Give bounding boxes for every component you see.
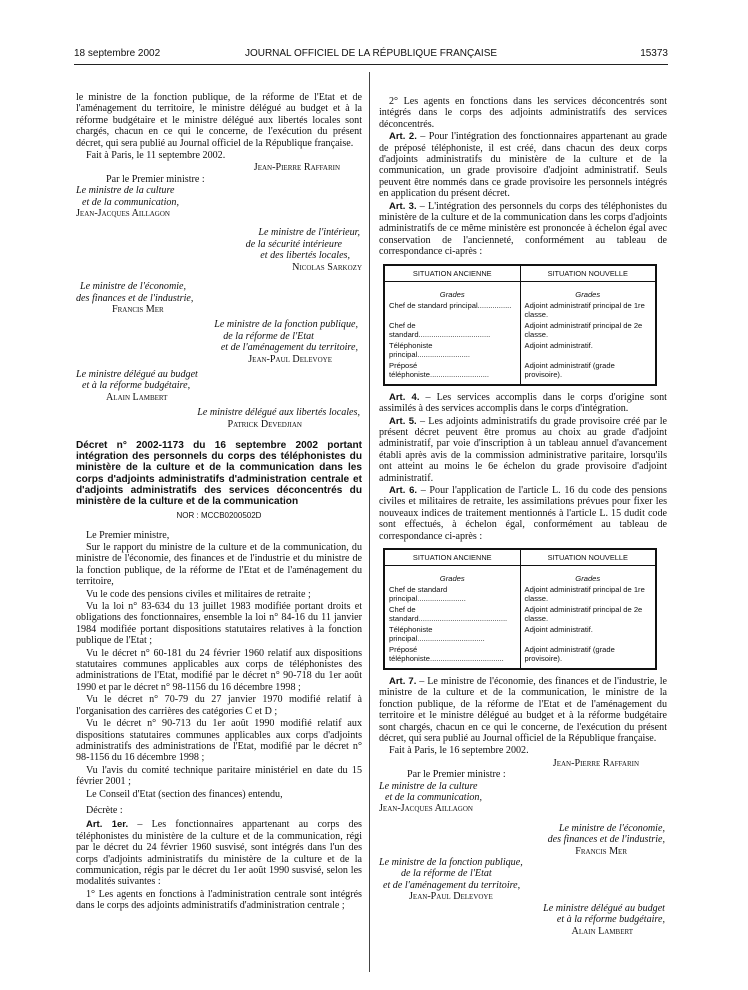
article-4: [379, 392, 667, 415]
article-7-text: – Le ministre de l'économie, des finances et de l'industrie, le ministre de la culture et de la communication, le ministre de la fonction publique, de la réforme de l'Etat et de l'aménagement du territoire et le ministre délégué au budget et à la réforme budgétaire sont chargés, chacun en ce qui le concerne, de l'exécution du présent décret, qui sera publié au Journal officiel de la République française.: [379, 675, 667, 744]
nor-reference: NOR : MCCB0200502D: [176, 511, 262, 521]
economy-minister-name-2: Francis Mer: [575, 845, 627, 857]
budget-minister-title-1: Le ministre délégué au budget: [76, 368, 198, 380]
article-1-label: Art. 1er.: [86, 819, 129, 831]
article-3-text: – L'intégration des personnels du corps des téléphonistes du ministère de la culture et de la communication dans les corps d'adjoints administratifs de ce même ministère est prononcée à échelon égal avec conservation de l'ancienneté, conformément au tableau de correspondance ci-après :: [379, 200, 667, 258]
civil-service-minister-title-2b: de la réforme de l'Etat: [401, 868, 492, 880]
table2-grades-old: Grades: [439, 573, 465, 583]
journal-title: JOURNAL OFFICIEL DE LA RÉPUBLIQUE FRANÇAISE: [244, 48, 498, 59]
visa-avis-ctp: Vu l'avis du comité technique paritaire ministériel en date du 15 février 2001 ;: [76, 764, 362, 788]
culture-minister-title-1b: Le ministre de la culture: [379, 780, 478, 792]
culture-minister-title-2: et de la communication,: [82, 196, 179, 208]
article-7-label: Art. 7.: [389, 675, 417, 687]
left-column: [76, 92, 362, 913]
header-date: 18 septembre 2002: [74, 48, 161, 59]
article-4-text: – Les services accomplis dans le corps d'origine sont assimilés à des services accomplis dans le corps d'intégration.: [379, 391, 667, 415]
article-2-label: Art. 2.: [389, 131, 417, 143]
article-1-item-1: 1° Les agents en fonctions à l'administration centrale sont intégrés dans le corps des adjoints administratifs d'administration centrale ;: [76, 888, 362, 912]
interior-minister-title-1: Le ministre de l'intérieur,: [258, 227, 360, 239]
table-row: [384, 624, 656, 644]
local-liberties-minister-title: Le ministre délégué aux libertés locales,: [197, 407, 360, 419]
table1-row3-old: Téléphoniste principal.........................: [389, 340, 471, 359]
signing-place-date: Fait à Paris, le 11 septembre 2002.: [86, 150, 226, 162]
economy-minister-title-2: des finances et de l'industrie,: [76, 292, 194, 304]
economy-minister-title-2b: des finances et de l'industrie,: [547, 834, 665, 846]
table2-row4-new: Adjoint administratif (grade provisoire).: [520, 644, 656, 669]
table2-row1-new: Adjoint administratif principal de 1re classe.: [520, 584, 656, 604]
table1-grades-old: Grades: [439, 289, 465, 299]
visa-loi-83-634: Vu la loi n° 83-634 du 13 juillet 1983 modifiée portant droits et obligations des fonctionnaires, ensemble la loi n° 84-16 du 11 janvier 1984 modifiée portant dispositions statutaires relatives à la fonction publique de l'Etat ;: [76, 601, 362, 647]
budget-minister-name-2: Alain Lambert: [571, 925, 633, 937]
article-1-item-2: 2° Les agents en fonctions dans les services déconcentrés sont intégrés dans le corps des adjoints administratifs des services déconcentrés.: [379, 96, 667, 130]
interior-minister-name: Nicolas Sarkozy: [292, 261, 362, 273]
right-column: [379, 96, 667, 937]
visa-code-pensions: Vu le code des pensions civiles et militaires de retraite ;: [86, 588, 311, 600]
article-6-text: – Pour l'application de l'article L. 16 du code des pensions civiles et militaires de retraite, les assimilations prévues pour fixer les nouveaux indices de traitement mentionnés à l'article L. 15 dudit code sont effectués, à échelon égal, conformément au tableau de correspondance ci-après :: [379, 484, 667, 542]
decree-title: Décret n° 2002-1173 du 16 septembre 2002 portant intégration des personnels du corps des téléphonistes du ministère de la culture et de la communication dans les corps d'adjoints administratifs d'administration centrale et d'adjoints administratifs des services déconcentrés du ministère de la culture et de la communication: [76, 439, 362, 507]
civil-service-minister-title-1: Le ministre de la fonction publique,: [214, 319, 358, 331]
header-rule: [74, 64, 668, 65]
premier-ministre: Le Premier ministre,: [86, 529, 170, 541]
table1-row4-new: Adjoint administratif (grade provisoire).: [520, 360, 656, 385]
table-row: [384, 360, 656, 385]
civil-service-minister-name-2: Jean-Paul Delevoye: [409, 891, 493, 903]
article-2: [379, 131, 667, 199]
table2-row4-old: Préposé téléphoniste...................................: [389, 644, 504, 663]
article-4-label: Art. 4.: [389, 391, 420, 403]
local-liberties-minister-name: Patrick Devedjian: [227, 418, 302, 430]
page-header: [74, 48, 668, 62]
visa-rapport: Sur le rapport du ministre de la culture et de la communication, du ministre de l'économie, des finances et de l'industrie et du ministre de la fonction publique, de la réforme de l'Etat et de l'aménagement du territoire,: [76, 542, 362, 588]
budget-minister-name: Alain Lambert: [106, 391, 168, 403]
economy-minister-title-1: Le ministre de l'économie,: [80, 281, 187, 293]
table1-row4-old: Préposé téléphoniste............................: [389, 360, 490, 379]
civil-service-minister-title-2: de la réforme de l'Etat: [223, 330, 314, 342]
article-7: [379, 676, 667, 744]
article-3-label: Art. 3.: [389, 200, 417, 212]
article-5-text: – Les adjoints administratifs du grade provisoire créé par le présent décret peuvent être promus au choix au grade d'adjoint administratif, par voie d'inscription à un tableau annuel d'avancement établi après avis de la commission administrative paritaire, lorsqu'ils ont atteint au moins le 6e échelon du grade provisoire d'adjoint administratif.: [379, 415, 667, 484]
table2-row3-old: Téléphoniste principal................................: [389, 624, 485, 643]
economy-minister-title-1b: Le ministre de l'économie,: [558, 822, 665, 834]
table2-grades-new: Grades: [520, 565, 656, 584]
table1-header-old: SITUATION ANCIENNE: [384, 265, 520, 282]
closing-paragraph: le ministre de la fonction publique, de la réforme de l'Etat et de l'aménagement du territoire, le ministre délégué au budget et à la réforme budgétaire et le ministre délégué aux libertés locales sont chargés, chacun en ce qui le concerne, de l'exécution du présent décret, qui sera publié au Journal officiel de la République française.: [76, 92, 362, 149]
article-5: [379, 416, 667, 484]
interior-minister-title-3: et des libertés locales,: [260, 250, 350, 262]
pm-signature: Jean-Pierre Raffarin: [253, 162, 340, 174]
signing-place-date-2: Fait à Paris, le 16 septembre 2002.: [389, 745, 529, 757]
article-1-text: – Les fonctionnaires appartenant au corps des téléphonistes du ministère de la culture et de la communication, régi par le décret du 24 février 1960 susvisé, sont intégrés dans l'un des corps d'adjoints administratifs du ministère de la culture et de la communication, régis par le décret du 1er août 1990 susvisé, selon les modalités suivantes :: [76, 819, 362, 888]
table1-row1-new: Adjoint administratif principal de 1re classe.: [520, 300, 656, 320]
table-row: [384, 604, 656, 624]
civil-service-minister-name: Jean-Paul Delevoye: [248, 353, 332, 365]
culture-minister-name-2: Jean-Jacques Aillagon: [379, 803, 473, 815]
table2-header-new: SITUATION NOUVELLE: [520, 549, 656, 566]
table-row: [384, 300, 656, 320]
table1-row3-new: Adjoint administratif.: [520, 340, 656, 360]
table1-row2-old: Chef de standard..................................: [389, 320, 491, 339]
column-divider: [369, 72, 370, 972]
correspondence-table-2: [383, 548, 657, 670]
table1-header-new: SITUATION NOUVELLE: [520, 265, 656, 282]
civil-service-minister-title-3b: et de l'aménagement du territoire,: [383, 879, 521, 891]
article-2-text: – Pour l'intégration des fonctionnaires appartenant au grade de préposé téléphoniste, il est créé, dans chacun des deux corps d'adjoints administratifs du ministère de la culture et de la communication, un grade provisoire d'adjoint administratif. Seuls peuvent être nommés dans ce grade provisoire les personnels intégrés en application du présent décret.: [379, 131, 667, 200]
interior-minister-title-2: de la sécurité intérieure: [245, 238, 342, 250]
table-row: [384, 320, 656, 340]
article-5-label: Art. 5.: [389, 415, 417, 427]
table2-row2-old: Chef de standard..........................................: [389, 604, 508, 623]
culture-minister-name: Jean-Jacques Aillagon: [76, 208, 170, 220]
article-6: [379, 485, 667, 542]
culture-minister-title-2b: et de la communication,: [385, 792, 482, 804]
table-row: [384, 340, 656, 360]
culture-minister-title-1: Le ministre de la culture: [76, 185, 175, 197]
table1-row1-old: Chef de standard principal................: [389, 300, 512, 310]
visa-decret-90-713: Vu le décret n° 90-713 du 1er août 1990 modifié relatif aux dispositions statutaires communes applicables aux corps d'adjoints administratifs des administrations de l'Etat, modifié par le décret n° 98-1156 du 16 décembre 1998 ;: [76, 718, 362, 764]
correspondence-table-1: [383, 264, 657, 386]
pm-signature-2: Jean-Pierre Raffarin: [552, 757, 639, 769]
table-row: [384, 584, 656, 604]
table1-grades-new: Grades: [520, 281, 656, 300]
article-1: [76, 819, 362, 887]
civil-service-minister-title-1b: Le ministre de la fonction publique,: [379, 857, 523, 869]
page-number: 15373: [640, 48, 668, 59]
article-3: [379, 201, 667, 258]
pm-by-line-2: Par le Premier ministre :: [407, 769, 506, 781]
table-row: [384, 644, 656, 669]
budget-minister-title-1b: Le ministre délégué au budget: [543, 902, 665, 914]
visa-decret-70-79: Vu le décret n° 70-79 du 27 janvier 1970 modifié relatif à l'organisation des carrières des catégories C et D ;: [76, 694, 362, 717]
decrete: Décrète :: [86, 804, 123, 816]
budget-minister-title-2: et à la réforme budgétaire,: [82, 380, 191, 392]
visa-conseil-etat: Le Conseil d'Etat (section des finances) entendu,: [86, 788, 283, 800]
table2-row1-old: Chef de standard principal.......................: [389, 584, 466, 603]
article-6-label: Art. 6.: [389, 484, 418, 496]
table2-row3-new: Adjoint administratif.: [520, 624, 656, 644]
table1-row2-new: Adjoint administratif principal de 2e classe.: [520, 320, 656, 340]
economy-minister-name: Francis Mer: [112, 303, 164, 315]
table2-row2-new: Adjoint administratif principal de 2e classe.: [520, 604, 656, 624]
civil-service-minister-title-3: et de l'aménagement du territoire,: [220, 342, 358, 354]
budget-minister-title-2b: et à la réforme budgétaire,: [556, 914, 665, 926]
pm-by-line: Par le Premier ministre :: [106, 173, 205, 185]
table2-header-old: SITUATION ANCIENNE: [384, 549, 520, 566]
visa-decret-60-181: Vu le décret n° 60-181 du 24 février 1960 relatif aux dispositions statutaires communes applicables aux corps de téléphonistes des administrations de l'Etat, modifié par le décret n° 90-718 du 1er août 1990 et par le décret n° 98-1156 du 16 décembre 1998 ;: [76, 647, 362, 693]
